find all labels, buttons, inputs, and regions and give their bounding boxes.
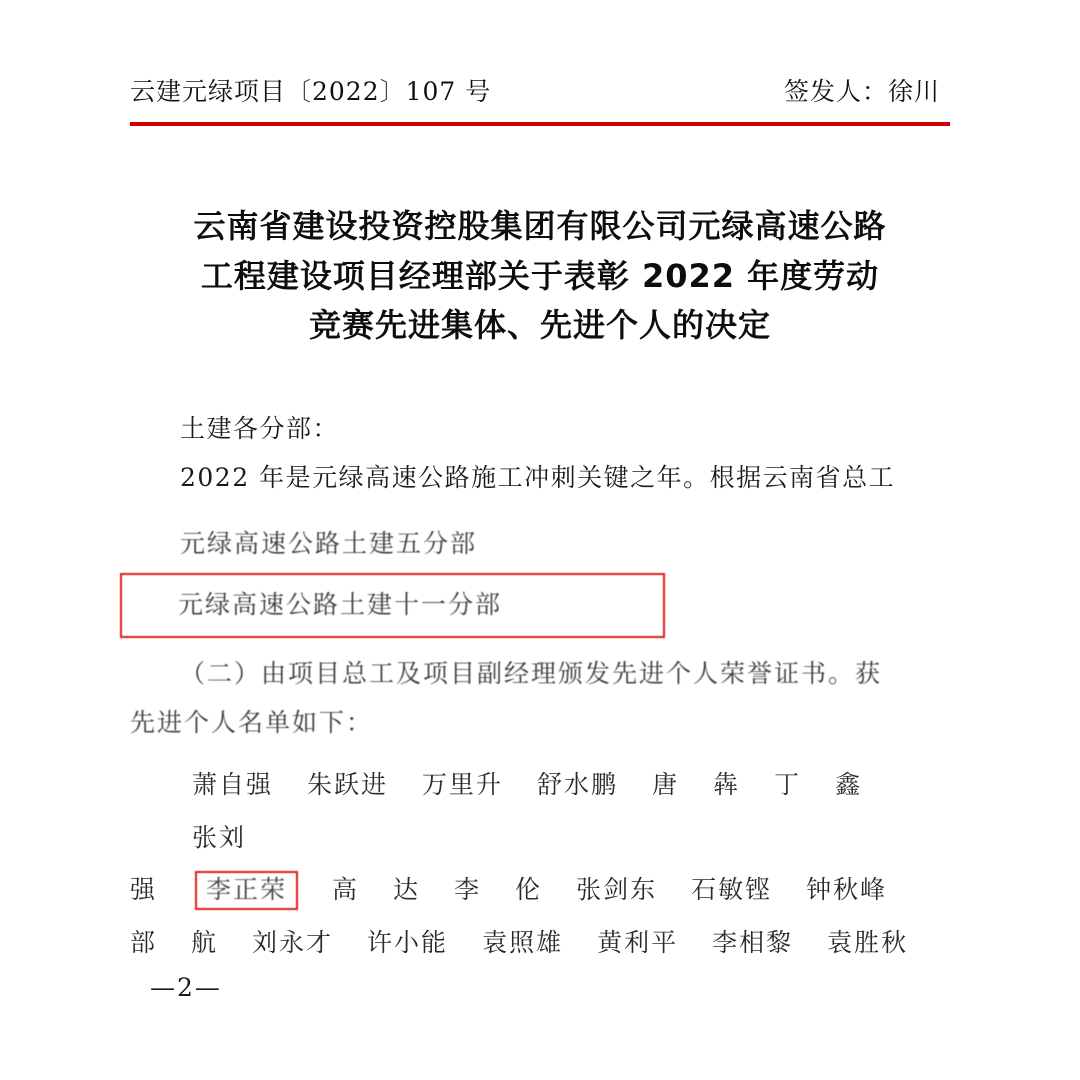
salutation: 土建各分部： — [180, 413, 340, 443]
highlighted-person-box: 李正荣 — [195, 871, 298, 910]
highlighted-unit-label: 元绿高速公路土建十一分部 — [178, 590, 503, 620]
document-body — [130, 405, 950, 970]
page-title — [130, 202, 950, 351]
list-item: 袁胜秋 — [827, 927, 909, 957]
list-item: 万里升 — [422, 770, 504, 800]
paragraph-2-line-2: 先进个人名单如下： — [130, 707, 374, 737]
issuer-label: 签发人： — [783, 77, 888, 106]
issuer-name: 徐川 — [887, 77, 940, 106]
title-line-2: 工程建设项目经理部关于表彰 2022 年度劳动 — [200, 256, 880, 295]
list-item: 萧自强 — [192, 770, 274, 800]
list-item: 犇 — [713, 770, 741, 800]
list-item: 部 — [130, 927, 158, 957]
name-row — [130, 917, 950, 970]
list-item: 唐 — [652, 770, 680, 800]
name-row — [130, 759, 950, 864]
list-item: 朱跃进 — [307, 770, 389, 800]
list-item: 航 — [191, 927, 219, 957]
list-item: 刘永才 — [252, 927, 334, 957]
page-number: —2— — [150, 973, 222, 1002]
title-line-1: 云南省建设投资控股集团有限公司元绿高速公路 — [193, 207, 887, 245]
list-item: 鑫 — [835, 770, 863, 800]
list-item: 强 — [130, 875, 158, 905]
name-row — [130, 864, 950, 917]
list-item: 达 — [393, 875, 421, 905]
document-number: 云建元绿项目〔2022〕107 号 — [130, 77, 492, 106]
list-item: 李相黎 — [712, 927, 794, 957]
list-item: 张剑东 — [576, 875, 658, 905]
list-item: 李 — [454, 875, 482, 905]
paragraph-2-line-1: （二）由项目总工及项目副经理颁发先进个人荣誉证书。获 — [180, 658, 883, 688]
list-item: 丁 — [774, 770, 802, 800]
document-header — [130, 0, 950, 108]
list-item: 石敏铿 — [691, 875, 773, 905]
paragraph-1: 2022 年是元绿高速公路施工冲刺关键之年。根据云南省总工 — [180, 462, 896, 492]
issuer-field — [784, 72, 940, 108]
list-item: 张刘 — [192, 822, 247, 852]
highlighted-unit-box — [120, 573, 665, 638]
list-item: 钟秋峰 — [806, 875, 888, 905]
unit-list-item-1: 元绿高速公路土建五分部 — [180, 529, 478, 559]
list-item: 舒水鹏 — [537, 770, 619, 800]
header-red-rule — [130, 122, 950, 126]
list-item: 高 — [332, 875, 360, 905]
title-line-3: 竞赛先进集体、先进个人的决定 — [308, 306, 771, 345]
list-item: 伦 — [515, 875, 543, 905]
list-item: 黄利平 — [597, 927, 679, 957]
list-item: 许小能 — [367, 927, 449, 957]
list-item: 袁照雄 — [482, 927, 564, 957]
